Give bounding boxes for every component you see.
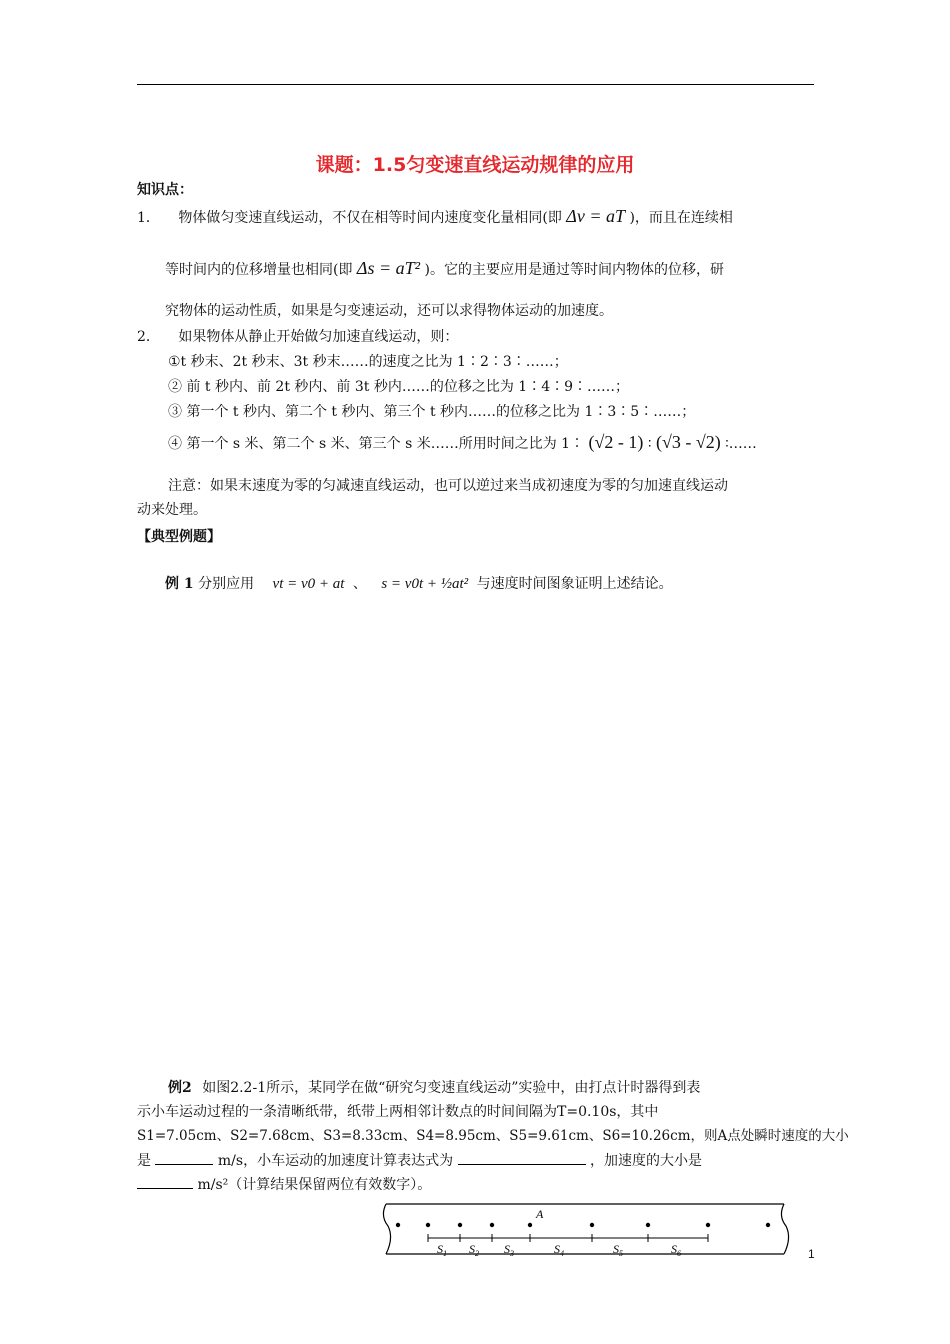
paragraph-1-text-d: )。它的主要应用是通过等时间内物体的位移，研: [424, 262, 724, 278]
page-title: 课题：1.5匀变速直线运动规律的应用: [315, 154, 635, 176]
paragraph-1-text-a: 物体做匀变速直线运动，不仅在相等时间内速度变化量相同(即: [178, 210, 562, 226]
header-rule: [137, 84, 814, 85]
formula-displacement: s = v0t + ½at²: [381, 576, 469, 592]
paper-tape-figure: [380, 1198, 800, 1264]
list-item-2: ② 前 t 秒内、前 2t 秒内、前 3t 秒内……的位移之比为 1∶4∶9∶……；: [168, 379, 630, 395]
example-2-text-e: m/s²（计算结果保留两位有效数字）。: [197, 1177, 432, 1193]
page-number: 1: [808, 1247, 815, 1261]
tape-dots: [396, 1223, 770, 1227]
formula-sqrt2-minus-1: (√2 - 1): [588, 432, 644, 452]
answer-blank-expression[interactable]: [458, 1150, 586, 1165]
tape-dot: [396, 1223, 400, 1227]
formula-delta-v: Δv = aT: [566, 206, 626, 226]
example-2-line-5: [137, 1174, 431, 1195]
example-2-label: 例2: [168, 1080, 192, 1096]
answer-blank-acceleration[interactable]: [137, 1174, 193, 1189]
point-a-label: A: [536, 1207, 544, 1221]
tape-dot: [490, 1223, 494, 1227]
example-1-label: 例 1: [165, 576, 194, 592]
segment-label: $S_6$: [671, 1242, 681, 1258]
list-item-4-text: ④ 第一个 s 米、第二个 s 米、第三个 s 米……所用时间之比为 1∶: [168, 436, 585, 452]
paragraph-1-text-c: 等时间内的位移增量也相同(即: [165, 262, 353, 278]
segment-label: $S_5$: [613, 1242, 623, 1258]
example-1-text-a: 分别应用: [198, 576, 255, 592]
paragraph-1-text-b: )，而且在连续相: [629, 210, 733, 226]
example-2-text-a: 如图2.2-1所示，某同学在做“研究匀变速直线运动”实验中，由打点计时器得到表: [202, 1080, 701, 1096]
tape-dot: [766, 1223, 770, 1227]
tape-dot: [426, 1223, 430, 1227]
example-2-line-1: [168, 1078, 700, 1098]
list-item-1: ①t 秒末、2t 秒末、3t 秒末……的速度之比为 1∶2∶3∶……；: [168, 354, 568, 370]
paper-tape-outline: [383, 1204, 788, 1254]
example-1: [165, 574, 673, 594]
paragraph-1-line-2: [165, 258, 724, 280]
ratio-ellipsis: ∶……: [725, 436, 757, 452]
segment-label: $S_1$: [437, 1242, 447, 1258]
example-2-text-d3: ，加速度的大小是: [590, 1153, 702, 1169]
example-1-separator: 、: [352, 576, 367, 592]
example-2-line-4: [137, 1150, 702, 1171]
example-2-text-d1: 是: [137, 1153, 151, 1169]
segment-label: $S_3$: [504, 1242, 514, 1258]
tape-dot: [590, 1223, 594, 1227]
formula-sqrt3-minus-sqrt2: (√3 - √2): [655, 432, 721, 452]
paragraph-1-text-e: 究物体的运动性质，如果是匀变速运动，还可以求得物体运动的加速度。: [165, 303, 613, 319]
paragraph-1-number: 1．: [137, 210, 160, 226]
segment-label: $S_4$: [554, 1242, 564, 1258]
formula-velocity: vt = v0 + at: [272, 576, 345, 592]
tape-dot: [706, 1223, 710, 1227]
tape-dot: [528, 1223, 532, 1227]
example-1-text-b: 与速度时间图象证明上述结论。: [476, 576, 673, 592]
formula-delta-s: Δs = aT²: [356, 258, 421, 278]
paragraph-1-line-1: [137, 206, 733, 228]
tape-dot: [646, 1223, 650, 1227]
paragraph-2-line-1: [137, 327, 458, 347]
knowledge-heading: 知识点：: [137, 182, 193, 198]
paragraph-2-number: 2．: [137, 329, 160, 345]
list-item-3: ③ 第一个 t 秒内、第二个 t 秒内、第三个 t 秒内……的位移之比为 1∶3∶5∶……；: [168, 404, 696, 420]
note-line-1: 注意：如果末速度为零的匀减速直线运动，也可以逆过来当成初速度为零的匀加速直线运动: [168, 478, 728, 494]
list-item-4: [168, 432, 757, 454]
example-2-line-3: S1=7.05cm、S2=7.68cm、S3=8.33cm、S4=8.95cm、S5=9.61cm、S6=10.26cm，则A点处瞬时速度的大小: [137, 1128, 849, 1144]
example-2-line-2: 示小车运动过程的一条清晰纸带，纸带上两相邻计数点的时间间隔为T=0.10s，其中: [137, 1104, 659, 1120]
note-line-2: 动来处理。: [137, 502, 207, 518]
answer-blank-velocity[interactable]: [155, 1150, 213, 1165]
paragraph-2-text: 如果物体从静止开始做匀加速直线运动，则：: [178, 329, 459, 345]
example-2-text-d2: m/s，小车运动的加速度计算表达式为: [217, 1153, 454, 1169]
ratio-separator: ∶: [647, 436, 652, 452]
tape-dot: [458, 1223, 462, 1227]
examples-heading: 【典型例题】: [137, 529, 221, 545]
segment-label: $S_2$: [469, 1242, 479, 1258]
